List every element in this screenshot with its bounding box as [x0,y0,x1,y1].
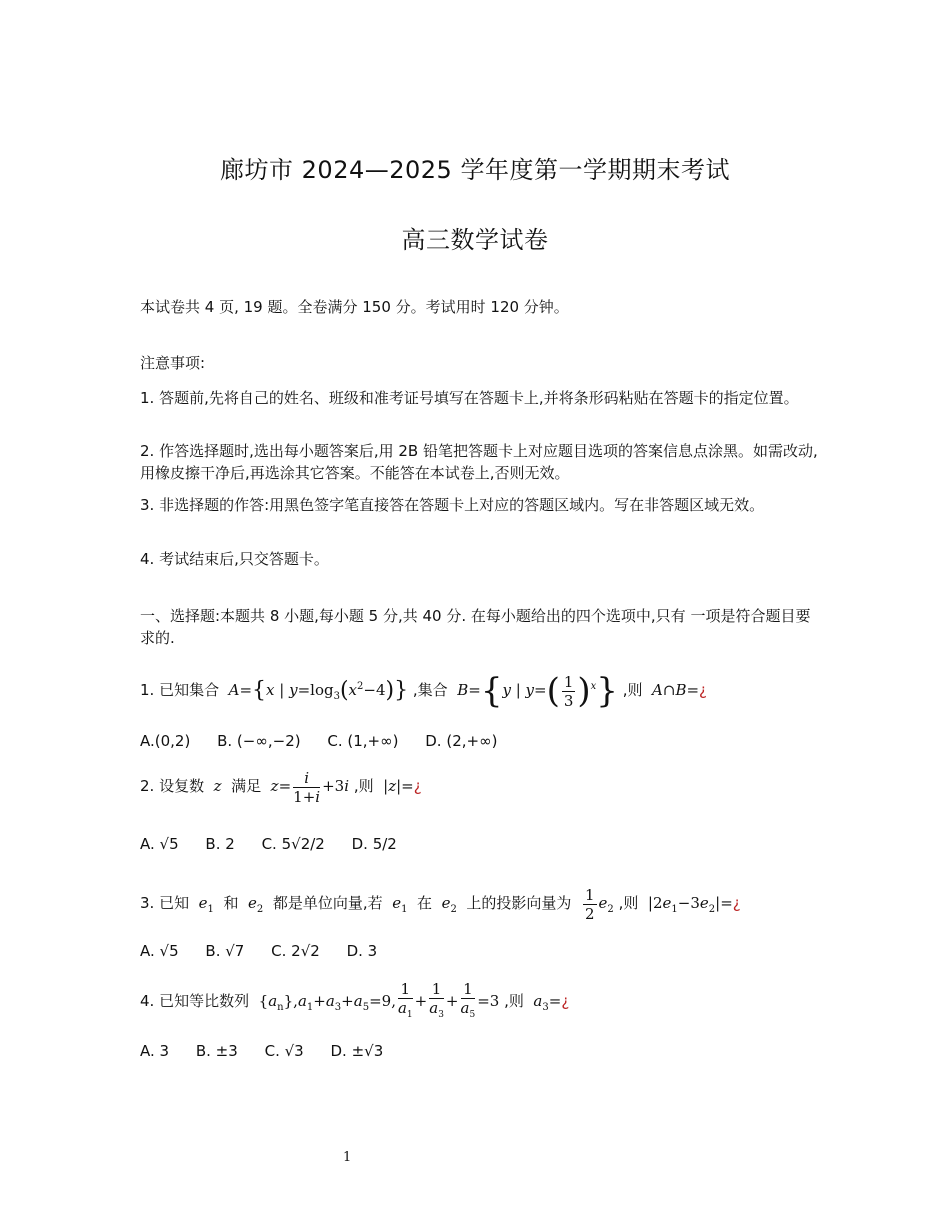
question-4-options [140,1040,820,1062]
question-3-option-d: D. 3 [346,942,378,960]
question-2-prefix: 2. 设复数 [140,777,205,795]
question-2-option-a: A. √5 [140,835,179,853]
section-heading: 一、选择题:本题共 8 小题,每小题 5 分,共 40 分. 在每小题给出的四个选项中,只有 一项是符合题目要求的. [140,607,811,647]
notice-item-2: 2. 作答选择题时,选出每小题答案后,用 2B 铅笔把答题卡上对应题目选项的答案信息点涂黑。如需改动,用橡皮擦干净后,再选涂其它答案。不能答在本试卷上,否则无效。 [140,442,818,482]
exam-title: 廊坊市 2024—2025 学年度第一学期期末考试 [220,156,730,184]
question-3-and: 和 [223,894,239,912]
question-1-end: ,则 [622,681,643,699]
question-1-target: A∩B= [647,681,700,699]
question-4-prefix: 4. 已知等比数列 [140,992,250,1010]
question-1-mid: ,集合 [412,681,448,699]
question-1-set-b: B={y | y=( $\frac{1}{3}$ )$^x$} [452,671,618,711]
question-3-option-a: A. √5 [140,942,179,960]
question-2-option-d: D. 5/2 [351,835,397,853]
question-3-target: $|2e_1-3e_2|=$ [643,894,733,915]
question-3-mid: 都是单位向量,若 [272,894,383,912]
question-3-projection: $\frac{1}{2}$ $e_2$ [584,885,614,923]
question-3-proj: 上的投影向量为 [466,894,572,912]
question-4-formula: $\{a_n\},a_1+a_3+a_5=9$, $\frac{1}{a_1}$ + $\frac{1}{a_3}$ + $\frac{1}{a_5}$ =3 [258,980,500,1020]
question-4-target: $a_3=$ [528,992,562,1013]
question-3-stem [140,885,860,928]
notice-item-4: 4. 考试结束后,只交答题卡。 [140,550,329,568]
notice-item-1: 1. 答题前,先将自己的姓名、班级和准考证号填写在答题卡上,并将条形码粘贴在答题卡的指定位置。 [140,389,799,407]
question-2-options [140,825,820,863]
question-2-var: z [208,777,227,795]
question-4-option-c: C. √3 [264,1042,304,1060]
question-1-prefix: 1. 已知集合 [140,681,220,699]
page-number: 1 [343,1150,352,1165]
question-2-option-b: B. 2 [205,835,235,853]
question-1-option-b: B. (−∞,−2) [217,732,301,750]
question-1-stem [140,670,820,714]
question-1-option-c: C. (1,+∞) [327,732,399,750]
vector-e1: $e_1$ [193,894,214,915]
exam-subtitle: 高三数学试卷 [401,226,549,254]
question-4-option-a: A. 3 [140,1042,170,1060]
question-mark: ¿ [732,894,741,912]
question-4-option-b: B. ±3 [195,1042,238,1060]
question-3-options [140,940,820,962]
question-4-stem [140,980,820,1027]
question-3-in: 在 [417,894,433,912]
question-3-option-b: B. √7 [205,942,245,960]
notice-item-3: 3. 非选择题的作答:用黑色签字笔直接答在答题卡上对应的答题区域内。写在非答题区域无效。 [140,496,765,514]
vector-e1: $e_1$ [387,894,408,915]
question-3-prefix: 3. 已知 [140,894,190,912]
question-mark: ¿ [561,992,570,1010]
notice-heading: 注意事项: [140,354,206,372]
question-2-mid: 满足 [231,777,262,795]
question-2-option-c: C. 5√2/2 [261,835,325,853]
exam-intro: 本试卷共 4 页, 19 题。全卷满分 150 分。考试用时 120 分钟。 [140,298,569,316]
question-1-option-a: A.(0,2) [140,732,191,750]
question-3-end: ,则 [618,894,639,912]
question-1-options [140,730,820,752]
question-mark: ¿ [413,777,422,795]
question-3-option-c: C. 2√2 [271,942,320,960]
question-2-end: ,则 [353,777,374,795]
vector-e2: $e_2$ [243,894,264,915]
question-2-formula: z= $\frac{i}{1+i}$ +3i [265,768,350,806]
vector-e2: $e_2$ [436,894,457,915]
question-4-option-d: D. ±√3 [330,1042,384,1060]
question-2-stem [140,768,820,806]
question-1-set-a: A={x | $y=\log_3(x^2-4)$} [223,678,409,703]
question-mark: ¿ [699,681,708,699]
question-2-target: |z|= [378,777,414,795]
question-1-option-d: D. (2,+∞) [425,732,498,750]
question-4-end: ,则 [504,992,524,1010]
